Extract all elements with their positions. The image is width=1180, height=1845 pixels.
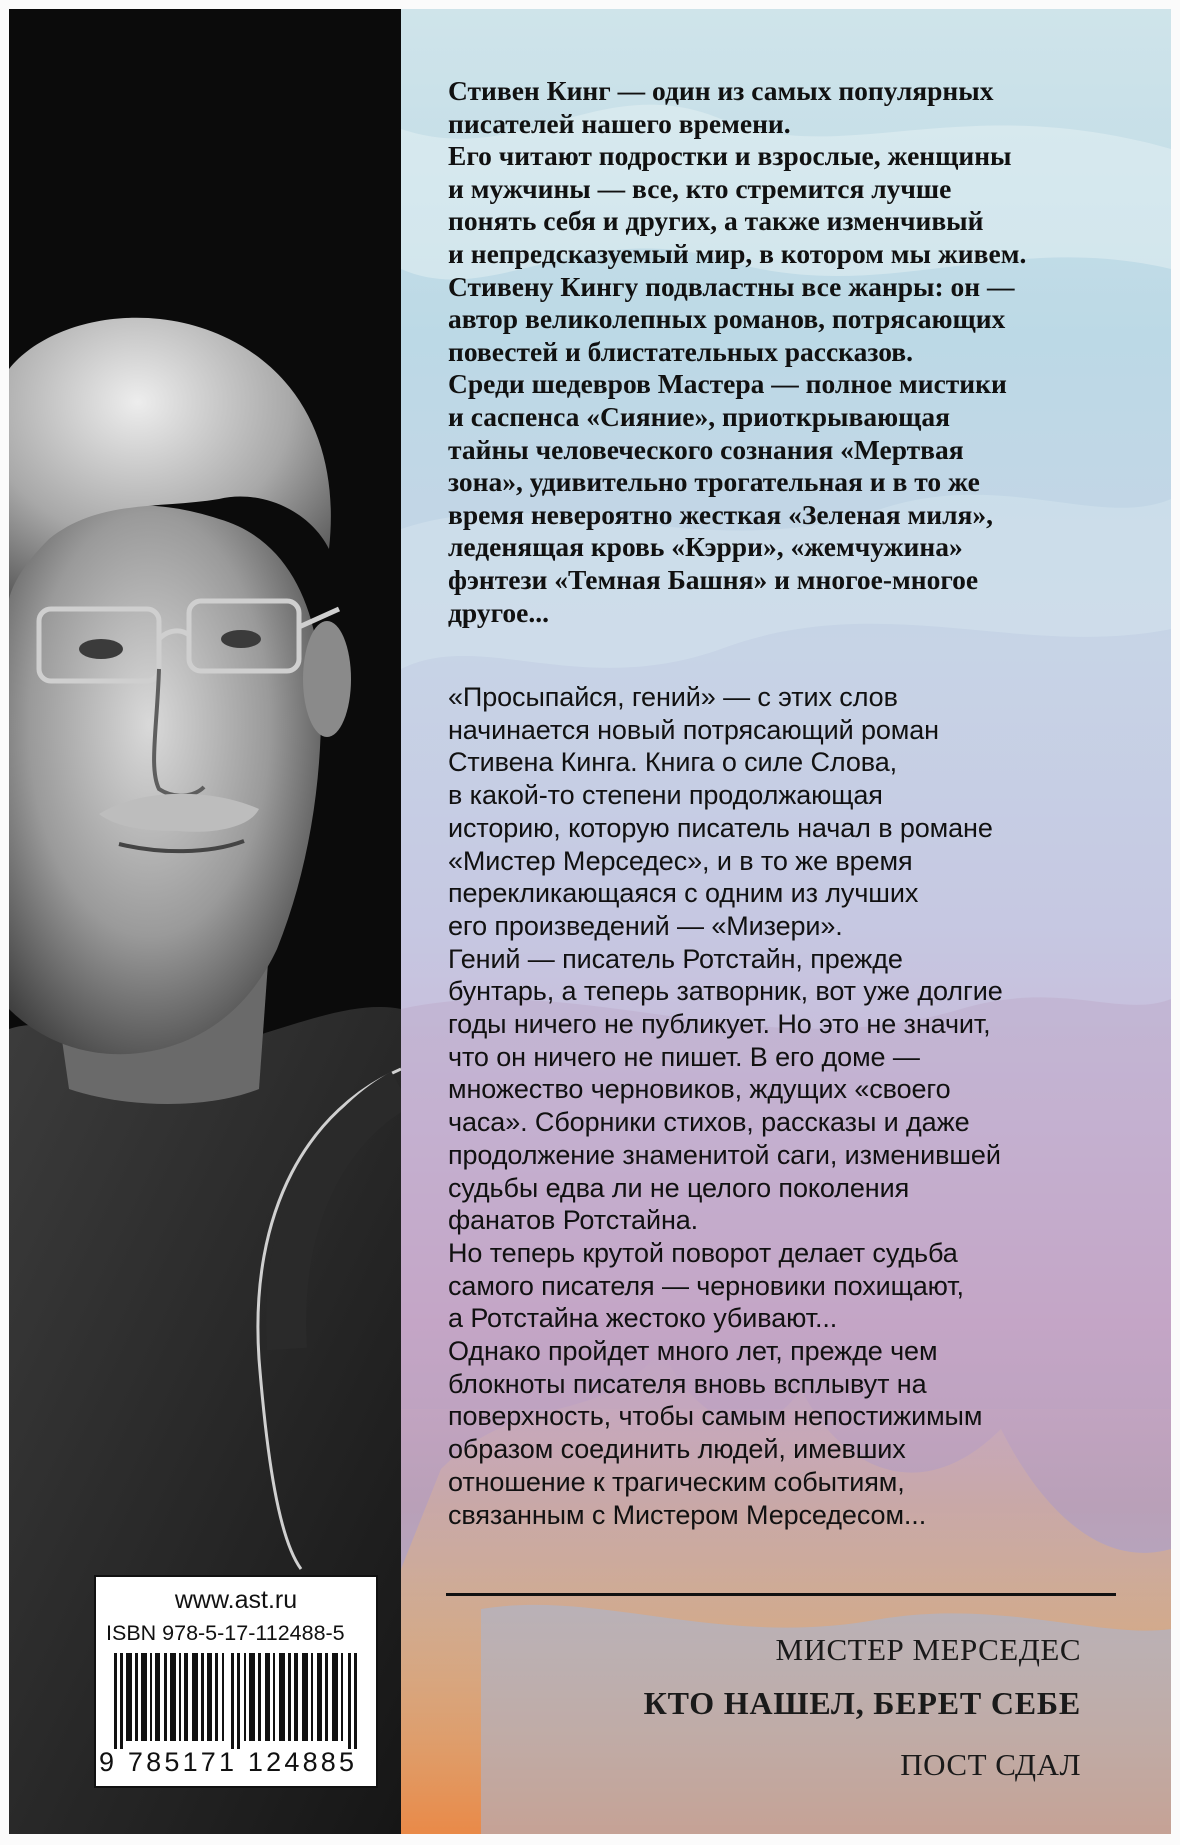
author-photo-panel xyxy=(9,9,401,1834)
annotation-line: историю, которую писатель начал в романе xyxy=(448,812,993,843)
divider xyxy=(446,1593,1116,1596)
intro-line: Стивену Кингу подвластны все жанры: он — xyxy=(448,270,1015,302)
annotation-line: множество черновиков, ждущих «своего xyxy=(448,1074,951,1105)
annotation-line: начинается новый потрясающий роман xyxy=(448,714,939,745)
annotation-line: связанным с Мистером Мерседесом... xyxy=(448,1499,927,1530)
intro-line: время невероятно жесткая «Зеленая миля», xyxy=(448,498,994,530)
intro-line: тайны человеческого сознания «Мертвая xyxy=(448,433,964,465)
annotation-line: а Ротстайна жестоко убивают... xyxy=(448,1303,838,1334)
annotation-line: «Мистер Мерседес», и в то же время xyxy=(448,845,913,876)
intro-line: и непредсказуемый мир, в котором мы живем. xyxy=(448,237,1027,269)
annotation-line: перекликающаяся с одним из лучших xyxy=(448,878,919,909)
annotation-line: отношение к трагическим событиям, xyxy=(448,1466,905,1497)
intro-line: другое... xyxy=(448,596,549,628)
annotation-line: продолжение знаменитой саги, изменившей xyxy=(448,1139,1001,1170)
intro-line: повестей и блистательных рассказов. xyxy=(448,335,914,367)
barcode-icon xyxy=(114,1653,360,1749)
annotation-panel xyxy=(401,9,1171,1834)
author-intro xyxy=(448,75,1148,629)
intro-line: Среди шедевров Мастера — полное мистики xyxy=(448,368,1007,400)
annotation-line: Гений — писатель Ротстайн, прежде xyxy=(448,943,903,974)
annotation-line: часа». Сборники стихов, рассказы и даже xyxy=(448,1107,970,1138)
annotation-line: образом соединить людей, имевших xyxy=(448,1434,906,1465)
annotation-line: «Просыпайся, гений» — с этих слов xyxy=(448,682,898,712)
series-title-3: ПОСТ СДАЛ xyxy=(900,1747,1081,1782)
annotation-line: блокноты писателя вновь всплывут на xyxy=(448,1368,927,1399)
annotation-line: Однако пройдет много лет, прежде чем xyxy=(448,1336,938,1367)
book-annotation xyxy=(448,681,1148,1531)
annotation-line: судьбы едва ли не целого поколения xyxy=(448,1172,910,1203)
annotation-line: поверхность, чтобы самым непостижимым xyxy=(448,1401,983,1432)
annotation-line: в какой-то степени продолжающая xyxy=(448,780,883,811)
isbn-label xyxy=(94,1575,378,1788)
intro-line: леденящая кровь «Кэрри», «жемчужина» xyxy=(448,531,963,563)
annotation-line: самого писателя — черновики похищают, xyxy=(448,1270,964,1301)
intro-line: Его читают подростки и взрослые, женщины xyxy=(448,140,1012,172)
annotation-line: годы ничего не публикует. Но это не значит, xyxy=(448,1009,991,1040)
intro-line: и мужчины — все, кто стремится лучше xyxy=(448,172,952,204)
intro-line: писателей нашего времени. xyxy=(448,107,791,139)
series-title-2-current: КТО НАШЕЛ, БЕРЕТ СЕБЕ xyxy=(643,1685,1081,1721)
intro-line: фэнтези «Темная Башня» и многое-многое xyxy=(448,563,979,595)
annotation-line: его произведений — «Мизери». xyxy=(448,910,843,941)
intro-line: понять себя и других, а также изменчивый xyxy=(448,205,984,237)
annotation-line: что он ничего не пишет. В его доме — xyxy=(448,1041,920,1072)
intro-line: автор великолепных романов, потрясающих xyxy=(448,303,1006,335)
intro-line: и саспенса «Сияние», приоткрывающая xyxy=(448,400,950,432)
annotation-line: бунтарь, а теперь затворник, вот уже долгие xyxy=(448,976,1003,1007)
series-title-1: МИСТЕР МЕРСЕДЕС xyxy=(775,1632,1081,1667)
intro-line: зона», удивительно трогательная и в то же xyxy=(448,466,980,498)
annotation-line: Стивена Кинга. Книга о силе Слова, xyxy=(448,747,898,778)
barcode-digits: 9 785171 124885 xyxy=(99,1747,358,1777)
isbn-number: ISBN 978-5-17-112488-5 xyxy=(106,1621,345,1645)
intro-line: Стивен Кинг — один из самых популярных xyxy=(448,75,994,106)
annotation-line: Но теперь крутой поворот делает судьба xyxy=(448,1237,958,1268)
annotation-line: фанатов Ротстайна. xyxy=(448,1205,699,1236)
publisher-url: www.ast.ru xyxy=(174,1586,298,1614)
